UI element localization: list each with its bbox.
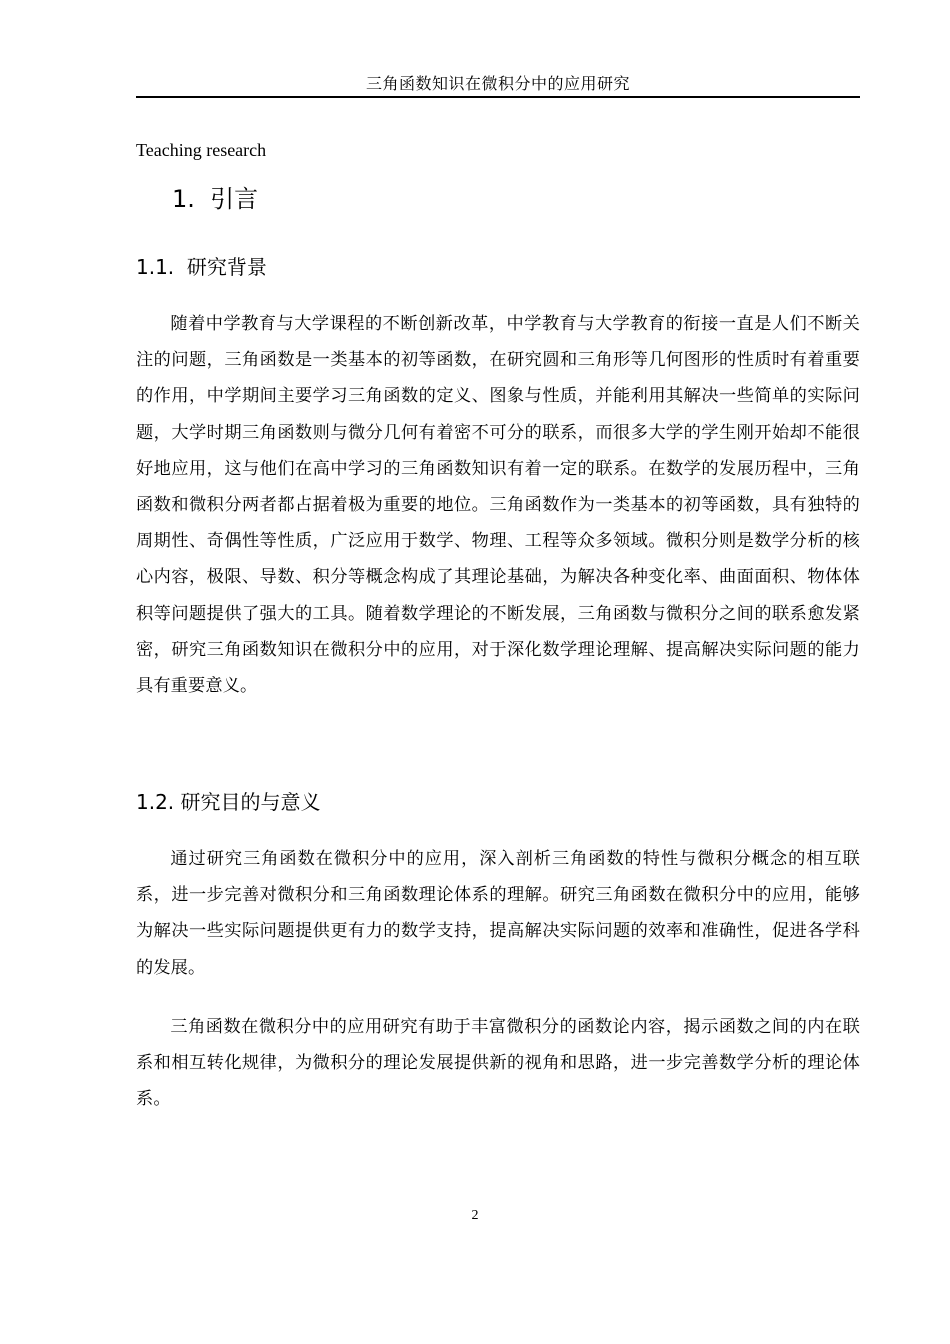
section-heading-introduction: 1. 引言 (172, 185, 259, 213)
header-rule (136, 96, 860, 98)
paragraph-purpose-1: 通过研究三角函数在微积分中的应用，深入剖析三角函数的特性与微积分概念的相互联系，进一步完善对微积分和三角函数理论体系的理解。研究三角函数在微积分中的应用，能够为解决一些实际问题提供更有力的数学支持，提高解决实际问题的效率和准确性，促进各学科的发展。 (136, 849, 860, 978)
paragraph-background: 随着中学教育与大学课程的不断创新改革，中学教育与大学教育的衔接一直是人们不断关注的问题，三角函数是一类基本的初等函数，在研究圆和三角形等几何图形的性质时有着重要的作用，中学期间主要学习三角函数的定义、图象与性质，并能利用其解决一些简单的实际问题，大学时期三角函数则与微分几何有着密不可分的联系，而很多大学的学生刚开始却不能很好地应用，这与他们在高中学习的三角函数知识有着一定的联系。在数学的发展历程中，三角函数和微积分两者都占据着极为重要的地位。三角函数作为一类基本的初等函数，具有独特的周期性、奇偶性等性质，广泛应用于数学、物理、工程等众多领域。微积分则是数学分析的核心内容，极限、导数、积分等概念构成了其理论基础，为解决各种变化率、曲面面积、物体体积等问题提供了强大的工具。随着数学理论的不断发展，三角函数与微积分之间的联系愈发紧密，研究三角函数知识在微积分中的应用，对于深化数学理论理解、提高解决实际问题的能力具有重要意义。 (136, 314, 860, 697)
subsection-heading-background: 1.1. 研究背景 (136, 255, 267, 279)
running-header-title: 三角函数知识在微积分中的应用研究 (365, 74, 630, 93)
subsection-heading-purpose: 1.2. 研究目的与意义 (136, 790, 321, 814)
page-number: 2 (471, 1208, 479, 1223)
section-label: Teaching research (136, 140, 267, 160)
paragraph-purpose-2: 三角函数在微积分中的应用研究有助于丰富微积分的函数论内容，揭示函数之间的内在联系和相互转化规律，为微积分的理论发展提供新的视角和思路，进一步完善数学分析的理论体系。 (136, 1017, 860, 1110)
